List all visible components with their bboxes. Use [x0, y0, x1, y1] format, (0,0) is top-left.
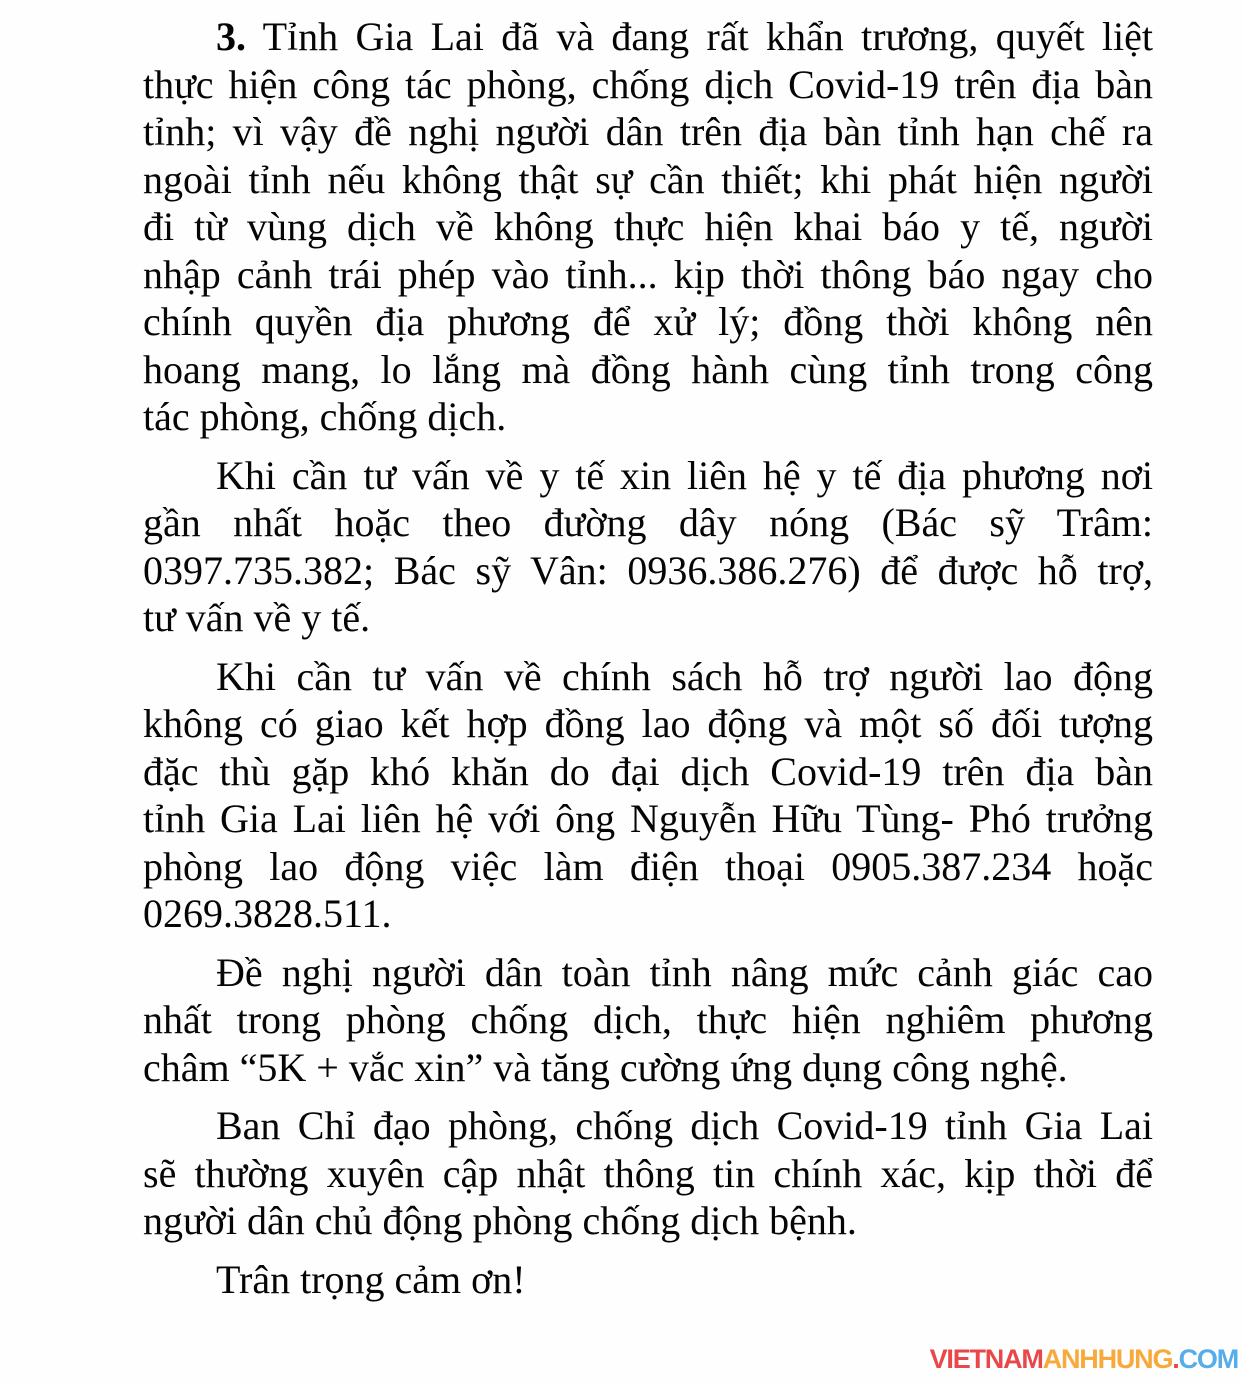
line-text: Tỉnh Gia Lai đã và đang rất khẩn trương, quyết liệt — [262, 14, 1154, 59]
text-line: Trân trọng cảm ơn! — [216, 1256, 526, 1302]
text-line: ngoài tỉnh nếu không thật sự cần thiết; khi phát hiện người — [143, 156, 1153, 202]
text-line: tư vấn về y tế. — [143, 595, 371, 640]
watermark-segment: VIETNAM — [929, 1344, 1043, 1374]
text-line: nhập cảnh trái phép vào tỉnh... kịp thời thông báo ngay cho — [143, 251, 1153, 297]
text-line: đi từ vùng dịch về không thực hiện khai báo y tế, người — [143, 204, 1153, 249]
paragraph — [143, 452, 1153, 642]
text-line: Khi cần tư vấn về y tế xin liên hệ y tế địa phương nơi — [216, 452, 1153, 498]
watermark-segment: ANHHUNG — [1042, 1344, 1173, 1374]
paragraph-number: 3. — [216, 14, 246, 59]
text-line: sẽ thường xuyên cập nhật thông tin chính xác, kịp thời để — [143, 1150, 1153, 1196]
text-line: Đề nghị người dân toàn tỉnh nâng mức cảnh giác cao — [216, 949, 1153, 995]
text-line: người dân chủ động phòng chống dịch bệnh. — [143, 1198, 857, 1243]
watermark — [930, 1344, 1238, 1375]
text-line: chính quyền địa phương để xử lý; đồng thời không nên — [143, 299, 1153, 344]
watermark-segment: COM — [1178, 1344, 1238, 1374]
text-line: đặc thù gặp khó khăn do đại dịch Covid-19 trên địa bàn — [143, 748, 1153, 794]
paragraph — [143, 1256, 1153, 1304]
text-line: nhất trong phòng chống dịch, thực hiện nghiêm phương — [143, 997, 1153, 1042]
text-line: thực hiện công tác phòng, chống dịch Covid-19 trên địa bàn — [143, 61, 1153, 107]
text-line: tỉnh Gia Lai liên hệ với ông Nguyễn Hữu Tùng- Phó trưởng — [143, 796, 1153, 841]
text-line: phòng lao động việc làm điện thoại 0905.387.234 hoặc — [143, 843, 1153, 889]
text-line: tác phòng, chống dịch. — [143, 394, 507, 439]
text-line: tỉnh; vì vậy đề nghị người dân trên địa bàn tỉnh hạn chế ra — [143, 109, 1153, 154]
document-body — [143, 13, 1153, 1314]
text-line: Khi cần tư vấn về chính sách hỗ trợ người lao động — [216, 653, 1153, 699]
text-line: 0397.735.382; Bác sỹ Vân: 0936.386.276) để được hỗ trợ, — [143, 547, 1153, 593]
paragraph — [143, 1102, 1153, 1245]
text-line: gần nhất hoặc theo đường dây nóng (Bác sỹ Trâm: — [143, 500, 1153, 545]
paragraph — [143, 653, 1153, 938]
text-line: không có giao kết hợp đồng lao động và một số đối tượng — [143, 701, 1153, 746]
text-line: Ban Chỉ đạo phòng, chống dịch Covid-19 tỉnh Gia Lai — [216, 1103, 1153, 1148]
paragraph — [143, 949, 1153, 1092]
text-line: hoang mang, lo lắng mà đồng hành cùng tỉnh trong công — [143, 346, 1153, 392]
paragraph — [143, 13, 1153, 441]
text-line: 0269.3828.511. — [143, 891, 392, 936]
text-line — [143, 13, 1153, 61]
watermark-segment: . — [1172, 1344, 1179, 1374]
text-line: châm “5K + vắc xin” và tăng cường ứng dụng công nghệ. — [143, 1044, 1068, 1090]
